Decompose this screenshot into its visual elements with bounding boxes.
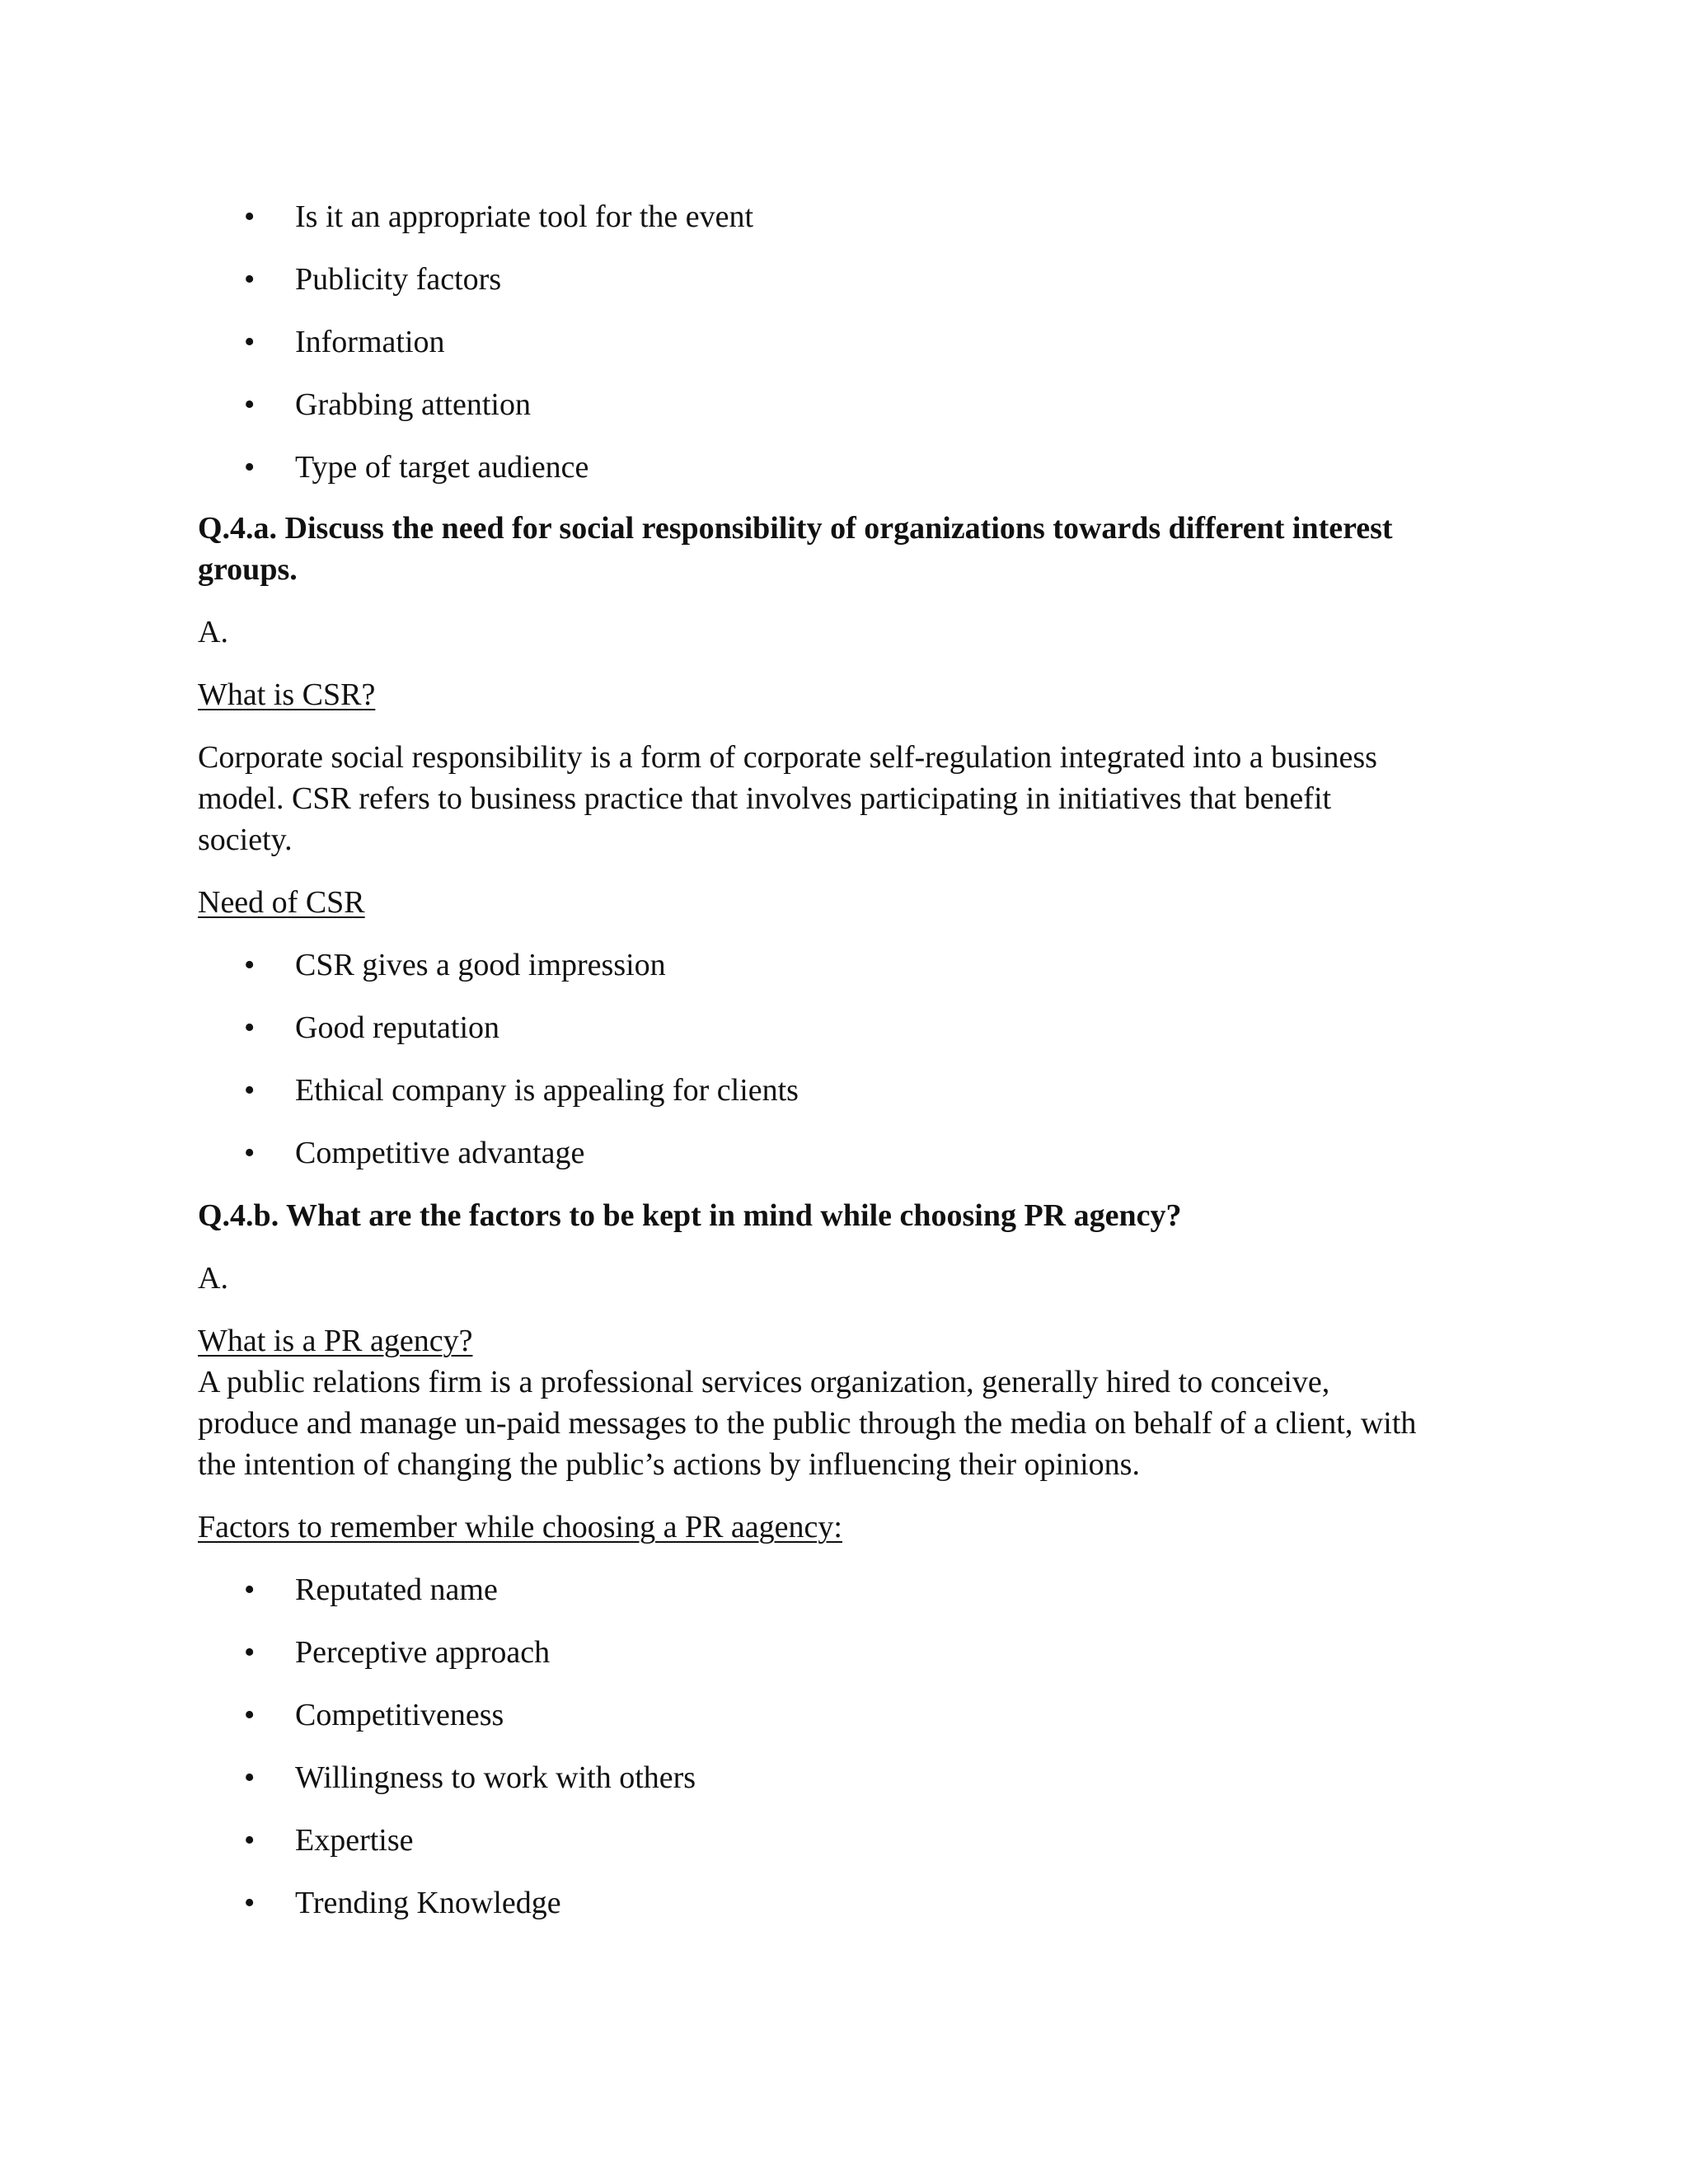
- list-item: [0, 944, 1688, 986]
- list-item: [0, 1070, 1688, 1111]
- pr-agency-definition-line2: produce and manage un-paid messages to the public through the media on behalf of a client, with: [198, 1406, 1417, 1441]
- list-item-text: Publicity factors: [295, 262, 502, 297]
- bullet-icon: •: [244, 1823, 256, 1858]
- list-item: [0, 259, 1688, 300]
- csr-definition-line2: model. CSR refers to business practice that involves participating in initiatives that benefit: [198, 781, 1332, 816]
- question-4b-heading: Q.4.b. What are the factors to be kept in mind while choosing PR agency?: [198, 1198, 1182, 1233]
- bullet-icon: •: [244, 1635, 256, 1670]
- answer-label-4a: A.: [198, 615, 228, 649]
- pr-agency-definition-line1: A public relations firm is a professional services organization, generally hired to conceive,: [198, 1365, 1330, 1399]
- list-item: [0, 1632, 1688, 1673]
- list-item-text: Expertise: [295, 1823, 414, 1858]
- bullet-icon: •: [244, 199, 256, 234]
- list-item: [0, 447, 1688, 488]
- list-item-text: Information: [295, 325, 445, 359]
- list-item-text: Reputated name: [295, 1572, 498, 1607]
- list-item: [0, 321, 1688, 363]
- list-item-text: Ethical company is appealing for clients: [295, 1073, 799, 1108]
- csr-what-heading: What is CSR?: [198, 677, 376, 712]
- csr-definition-line3: society.: [198, 823, 293, 857]
- bullet-icon: •: [244, 1886, 256, 1920]
- list-item-text: Willingness to work with others: [295, 1760, 696, 1795]
- bullet-icon: •: [244, 1136, 256, 1170]
- list-item: [0, 1007, 1688, 1048]
- question-4a-heading-line1: Q.4.a. Discuss the need for social responsibility of organizations towards different interest: [198, 511, 1393, 546]
- bullet-icon: •: [244, 948, 256, 982]
- list-item: [0, 1882, 1688, 1924]
- question-4a-heading-line2: groups.: [198, 552, 298, 587]
- bullet-icon: •: [244, 387, 256, 422]
- list-item-text: Competitive advantage: [295, 1136, 585, 1170]
- list-item: [0, 1569, 1688, 1610]
- pr-agency-what-heading: What is a PR agency?: [198, 1324, 473, 1358]
- list-item: [0, 1757, 1688, 1798]
- bullet-icon: •: [244, 1010, 256, 1045]
- list-item-text: Trending Knowledge: [295, 1886, 561, 1920]
- bullet-icon: •: [244, 262, 256, 297]
- list-item: [0, 1132, 1688, 1174]
- list-item-text: CSR gives a good impression: [295, 948, 666, 982]
- list-item: [0, 1694, 1688, 1736]
- list-item-text: Competitiveness: [295, 1698, 504, 1732]
- list-item: [0, 384, 1688, 425]
- list-item-text: Is it an appropriate tool for the event: [295, 199, 754, 234]
- pr-agency-definition-line3: the intention of changing the public’s actions by influencing their opinions.: [198, 1447, 1140, 1482]
- list-item-text: Type of target audience: [295, 450, 589, 485]
- csr-definition-line1: Corporate social responsibility is a form of corporate self-regulation integrated into a business: [198, 740, 1377, 775]
- pr-agency-factors-heading: Factors to remember while choosing a PR aagency:: [198, 1510, 842, 1544]
- bullet-icon: •: [244, 450, 256, 485]
- list-item-text: Perceptive approach: [295, 1635, 551, 1670]
- bullet-icon: •: [244, 1698, 256, 1732]
- answer-label-4b: A.: [198, 1261, 228, 1296]
- bullet-icon: •: [244, 1572, 256, 1607]
- bullet-icon: •: [244, 1760, 256, 1795]
- bullet-icon: •: [244, 1073, 256, 1108]
- bullet-icon: •: [244, 325, 256, 359]
- csr-need-heading: Need of CSR: [198, 885, 365, 920]
- list-item: [0, 1820, 1688, 1861]
- list-item-text: Good reputation: [295, 1010, 500, 1045]
- list-item-text: Grabbing attention: [295, 387, 531, 422]
- list-item: [0, 196, 1688, 237]
